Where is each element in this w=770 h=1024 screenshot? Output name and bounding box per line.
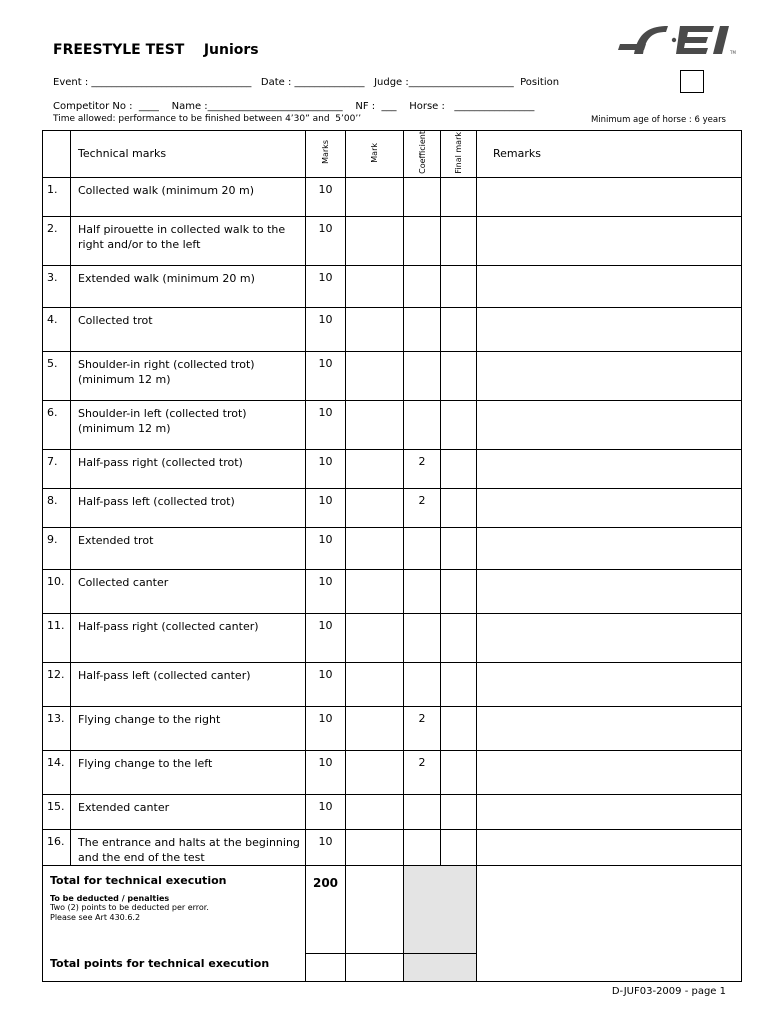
final-mark-cell[interactable] <box>441 488 477 527</box>
table-header-row <box>43 131 742 178</box>
final-mark-cell[interactable] <box>441 400 477 449</box>
movement-number: 7. <box>43 449 71 488</box>
movement-description: Extended canter <box>71 794 306 829</box>
form-title: FREESTYLE TEST Juniors <box>53 42 259 58</box>
coefficient-cell <box>404 351 441 400</box>
mark-cell[interactable] <box>346 177 404 216</box>
final-mark-cell[interactable] <box>441 829 477 865</box>
remarks-cell[interactable] <box>477 449 742 488</box>
max-marks: 10 <box>306 177 346 216</box>
max-marks: 10 <box>306 351 346 400</box>
mark-cell[interactable] <box>346 662 404 706</box>
movement-description: Collected trot <box>71 307 306 351</box>
mark-cell[interactable] <box>346 750 404 794</box>
remarks-cell[interactable] <box>477 706 742 750</box>
total-points-label: Total points for technical execution <box>50 956 270 970</box>
max-marks: 10 <box>306 216 346 265</box>
max-marks: 10 <box>306 307 346 351</box>
remarks-cell[interactable] <box>477 527 742 569</box>
table-row <box>43 265 742 307</box>
max-marks: 10 <box>306 829 346 865</box>
total-points-mark-cell[interactable] <box>346 953 404 981</box>
header-coefficient: Coefficient <box>404 131 441 178</box>
movement-description: Half-pass right (collected trot) <box>71 449 306 488</box>
final-mark-cell[interactable] <box>441 527 477 569</box>
table-row <box>43 351 742 400</box>
table-row <box>43 706 742 750</box>
mark-cell[interactable] <box>346 216 404 265</box>
total-shaded-cell <box>404 865 477 953</box>
movement-description: Half-pass left (collected trot) <box>71 488 306 527</box>
max-marks: 10 <box>306 662 346 706</box>
movement-number: 2. <box>43 216 71 265</box>
mark-cell[interactable] <box>346 307 404 351</box>
remarks-cell[interactable] <box>477 307 742 351</box>
max-marks: 10 <box>306 794 346 829</box>
competitor-line: Competitor No : ____ Name :___________________________ NF : ___ Horse : ________________ <box>53 101 535 112</box>
remarks-cell[interactable] <box>477 216 742 265</box>
final-mark-cell[interactable] <box>441 662 477 706</box>
remarks-cell[interactable] <box>477 351 742 400</box>
movement-description: Extended trot <box>71 527 306 569</box>
coefficient-cell <box>404 613 441 662</box>
movement-number: 8. <box>43 488 71 527</box>
event-line: Event : ________________________________ Date : ______________ Judge :_____________________ Position <box>53 77 560 88</box>
coefficient-cell <box>404 307 441 351</box>
final-mark-cell[interactable] <box>441 706 477 750</box>
coefficient-cell <box>404 569 441 613</box>
remarks-cell[interactable] <box>477 662 742 706</box>
page-footer: D-JUF03-2009 - page 1 <box>611 986 726 997</box>
total-points-shaded-cell <box>404 953 477 981</box>
movement-number: 13. <box>43 706 71 750</box>
coefficient-cell <box>404 829 441 865</box>
svg-text:TM: TM <box>730 50 736 55</box>
max-marks: 10 <box>306 527 346 569</box>
header-num-cell <box>43 131 71 178</box>
movement-number: 10. <box>43 569 71 613</box>
mark-cell[interactable] <box>346 829 404 865</box>
movement-number: 16. <box>43 829 71 865</box>
remarks-cell[interactable] <box>477 265 742 307</box>
mark-cell[interactable] <box>346 449 404 488</box>
position-box[interactable] <box>680 70 704 93</box>
movement-number: 3. <box>43 265 71 307</box>
coefficient-cell: 2 <box>404 706 441 750</box>
coefficient-cell <box>404 177 441 216</box>
remarks-cell[interactable] <box>477 794 742 829</box>
header-technical-marks: Technical marks <box>71 131 306 178</box>
coefficient-cell <box>404 265 441 307</box>
penalty-text-2: Please see Art 430.6.2 <box>50 912 141 922</box>
minimum-age: Minimum age of horse : 6 years <box>590 115 726 125</box>
movement-number: 15. <box>43 794 71 829</box>
mark-cell[interactable] <box>346 527 404 569</box>
total-marks-value: 200 <box>306 865 346 953</box>
table-row <box>43 400 742 449</box>
table-row <box>43 750 742 794</box>
total-label-cell <box>43 865 306 981</box>
table-row <box>43 307 742 351</box>
movement-description: Collected walk (minimum 20 m) <box>71 177 306 216</box>
table-row <box>43 613 742 662</box>
table-row <box>43 829 742 865</box>
final-mark-cell[interactable] <box>441 569 477 613</box>
movement-number: 11. <box>43 613 71 662</box>
max-marks: 10 <box>306 400 346 449</box>
final-mark-cell[interactable] <box>441 351 477 400</box>
final-mark-cell[interactable] <box>441 177 477 216</box>
max-marks: 10 <box>306 613 346 662</box>
final-mark-cell[interactable] <box>441 449 477 488</box>
coefficient-cell <box>404 794 441 829</box>
final-mark-cell[interactable] <box>441 216 477 265</box>
penalty-title: To be deducted / penalties <box>50 893 170 903</box>
max-marks: 10 <box>306 449 346 488</box>
header-mark: Mark <box>346 131 404 178</box>
movement-description: Shoulder-in left (collected trot) (minimum 12 m) <box>71 400 306 449</box>
max-marks: 10 <box>306 265 346 307</box>
mark-cell[interactable] <box>346 706 404 750</box>
mark-cell[interactable] <box>346 351 404 400</box>
fei-logo <box>616 20 740 60</box>
max-marks: 10 <box>306 488 346 527</box>
header-remarks: Remarks <box>477 131 742 178</box>
coefficient-cell <box>404 527 441 569</box>
marks-table <box>42 130 742 982</box>
coefficient-cell: 2 <box>404 488 441 527</box>
table-row <box>43 662 742 706</box>
total-remarks-cell[interactable] <box>477 865 742 981</box>
movement-number: 5. <box>43 351 71 400</box>
mark-cell[interactable] <box>346 265 404 307</box>
table-row <box>43 449 742 488</box>
max-marks: 10 <box>306 569 346 613</box>
coefficient-cell <box>404 662 441 706</box>
movement-number: 1. <box>43 177 71 216</box>
mark-cell[interactable] <box>346 569 404 613</box>
final-mark-cell[interactable] <box>441 265 477 307</box>
remarks-cell[interactable] <box>477 488 742 527</box>
movement-description: Half-pass right (collected canter) <box>71 613 306 662</box>
table-row <box>43 794 742 829</box>
header-final-mark: Final mark <box>441 131 477 178</box>
final-mark-cell[interactable] <box>441 794 477 829</box>
remarks-cell[interactable] <box>477 613 742 662</box>
movement-description: Shoulder-in right (collected trot) (minimum 12 m) <box>71 351 306 400</box>
final-mark-cell[interactable] <box>441 307 477 351</box>
total-technical-row <box>43 865 742 953</box>
time-allowed: Time allowed: performance to be finished between 4’30” and 5’00’’ <box>53 114 362 124</box>
movement-description: Half pirouette in collected walk to the right and/or to the left <box>71 216 306 265</box>
movement-number: 9. <box>43 527 71 569</box>
movement-description: Collected canter <box>71 569 306 613</box>
total-points-marks-cell <box>306 953 346 981</box>
movement-number: 4. <box>43 307 71 351</box>
movement-description: Half-pass left (collected canter) <box>71 662 306 706</box>
final-mark-cell[interactable] <box>441 613 477 662</box>
movement-description: Flying change to the right <box>71 706 306 750</box>
coefficient-cell: 2 <box>404 449 441 488</box>
table-row <box>43 527 742 569</box>
total-mark-cell[interactable] <box>346 865 404 953</box>
max-marks: 10 <box>306 750 346 794</box>
movement-number: 6. <box>43 400 71 449</box>
header-marks: Marks <box>306 131 346 178</box>
remarks-cell[interactable] <box>477 177 742 216</box>
mark-cell[interactable] <box>346 488 404 527</box>
table-row <box>43 216 742 265</box>
movement-number: 14. <box>43 750 71 794</box>
movement-number: 12. <box>43 662 71 706</box>
mark-cell[interactable] <box>346 400 404 449</box>
max-marks: 10 <box>306 706 346 750</box>
coefficient-cell: 2 <box>404 750 441 794</box>
mark-cell[interactable] <box>346 794 404 829</box>
movement-description: Flying change to the left <box>71 750 306 794</box>
mark-cell[interactable] <box>346 613 404 662</box>
remarks-cell[interactable] <box>477 829 742 865</box>
coefficient-cell <box>404 400 441 449</box>
remarks-cell[interactable] <box>477 400 742 449</box>
remarks-cell[interactable] <box>477 750 742 794</box>
movement-description: Extended walk (minimum 20 m) <box>71 265 306 307</box>
remarks-cell[interactable] <box>477 569 742 613</box>
coefficient-cell <box>404 216 441 265</box>
table-row <box>43 177 742 216</box>
final-mark-cell[interactable] <box>441 750 477 794</box>
total-technical-label: Total for technical execution <box>50 873 227 887</box>
movement-description: The entrance and halts at the beginning and the end of the test <box>71 829 306 865</box>
penalty-text-1: Two (2) points to be deducted per error. <box>50 902 209 912</box>
table-row <box>43 488 742 527</box>
table-row <box>43 569 742 613</box>
